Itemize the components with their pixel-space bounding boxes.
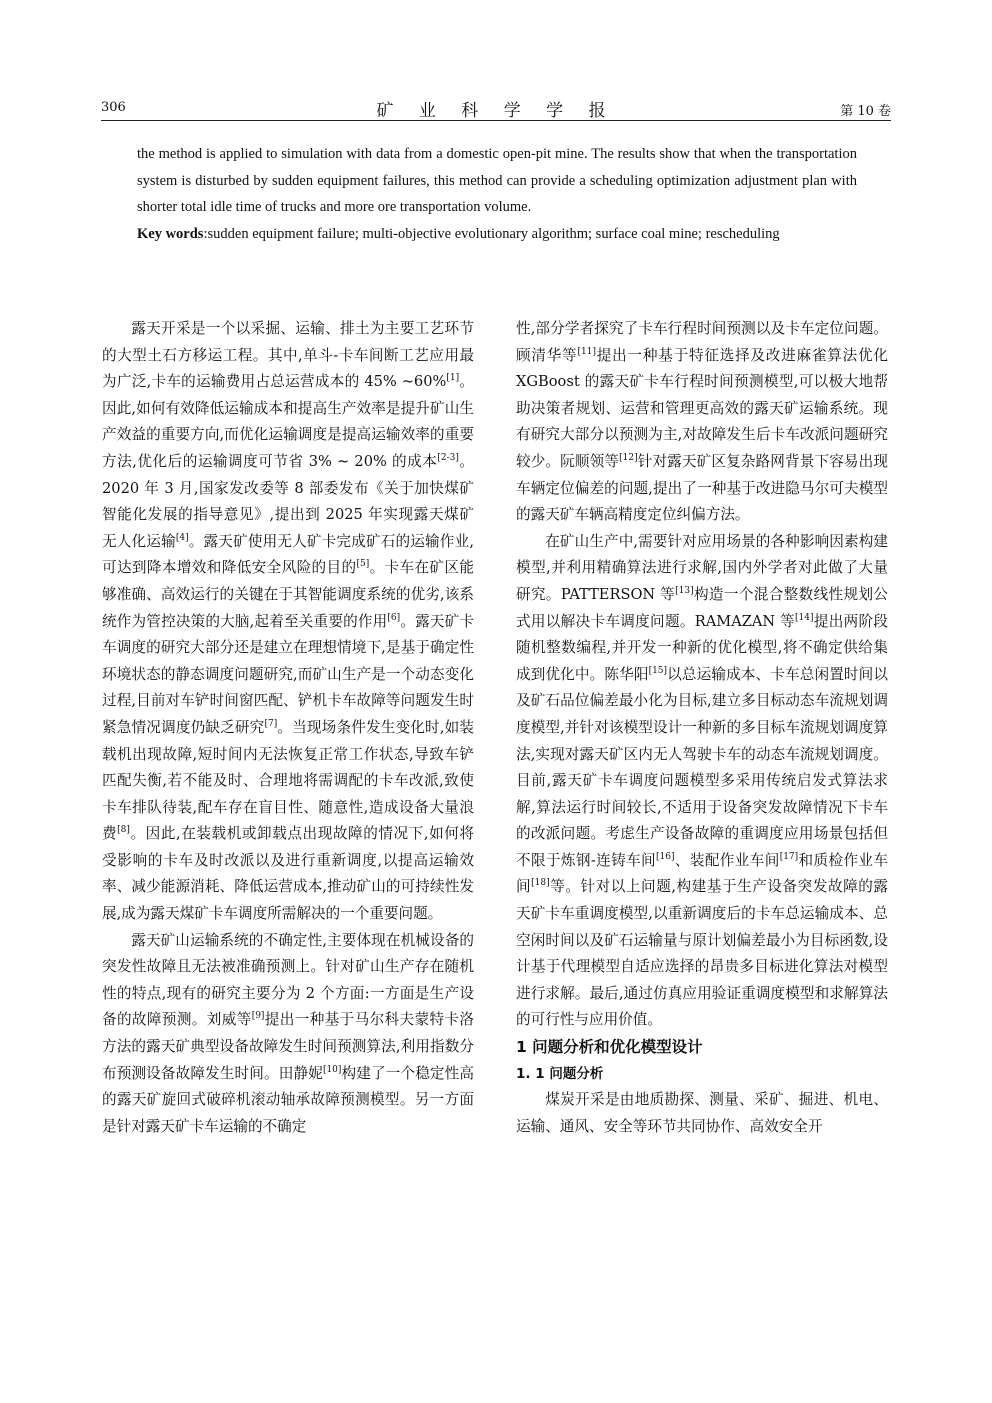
body-paragraph: 性,部分学者探究了卡车行程时间预测以及卡车定位问题。顾清华等[11]提出一种基于特征选择及改进麻雀算法优化 XGBoost 的露天矿卡车行程时间预测模型,可以极大地帮助决策者规划、运营和管理更高效的露天矿运输系统。现有研究大部分以预测为主,对故障发生后卡车改派问题研究较少。阮顺领等[12]针对露天矿区复杂路网背景下容易出现车辆定位偏差的问题,提出了一种基于改进隐马尔可夫模型的露天矿车辆高精度定位纠偏方法。 (516, 320, 888, 524)
keywords-label: Key words (137, 225, 204, 242)
page-header (101, 96, 891, 121)
section-heading: 1 问题分析和优化模型设计 (516, 1038, 703, 1057)
body-paragraph: 露天矿山运输系统的不确定性,主要体现在机械设备的突发性故障且无法被准确预测上。针对矿山生产存在随机性的特点,现有的研究主要分为 2 个方面:一方面是生产设备的故障预测。刘威等[9]提出一种基于马尔科夫蒙特卡洛方法的露天矿典型设备故障发生时间预测算法,利用指数分布预测设备故障发生时间。田静妮[10]构建了一个稳定性高的露天矿旋回式破碎机滚动轴承故障预测模型。另一方面是针对露天矿卡车运输的不确定 (102, 931, 474, 1135)
keywords (137, 221, 857, 248)
subsection-heading: 1. 1 问题分析 (516, 1065, 604, 1082)
citation: [5] (356, 559, 370, 570)
citation: [9] (251, 1011, 265, 1022)
citation: [1] (446, 373, 460, 384)
citation: [7] (264, 719, 278, 730)
citation: [14] (795, 612, 814, 623)
citation: [11] (577, 346, 596, 357)
body-paragraph: 在矿山生产中,需要针对应用场景的各种影响因素构建模型,并利用精确算法进行求解,国内外学者对此做了大量研究。PATTERSON 等[13]构造一个混合整数线性规划公式用以解决卡车调度问题。RAMAZAN 等[14]提出两阶段随机整数编程,并开发一种新的优化模型,将不确定供给集成到优化中。陈华阳[15]以总运输成本、卡车总闲置时间以及矿石品位偏差最小化为目标,建立多目标动态车流规划调度模型,并针对该模型设计一种新的多目标车流规划调度算法,实现对露天矿区内无人驾驶卡车的动态车流规划调度。目前,露天矿卡车调度问题模型多采用传统启发式算法求解,算法运行时间较长,不适用于设备突发故障情况下卡车的改派问题。考虑生产设备故障的重调度应用场景包括但不限于炼钢-连铸车间[16]、装配作业车间[17]和质检作业车间[18]等。针对以上问题,构建基于生产设备突发故障的露天矿卡车重调度模型,以重新调度后的卡车总运输成本、总空闲时间以及矿石运输量与原计划偏差最小为目标函数,设计基于代理模型自适应选择的昂贵多目标进化算法对模型进行求解。最后,通过仿真应用验证重调度模型和求解算法的可行性与应用价值。 (516, 532, 888, 1029)
body-paragraph: 煤炭开采是由地质勘探、测量、采矿、掘进、机电、运输、通风、安全等环节共同协作、高效安全开 (516, 1091, 888, 1135)
journal-title: 矿 业 科 学 学 报 (376, 101, 616, 121)
citation: [6] (387, 612, 401, 623)
citation: [10] (322, 1064, 342, 1075)
citation: [15] (648, 665, 668, 676)
citation: [2-3] (437, 453, 459, 464)
citation: [18] (531, 878, 550, 889)
volume-label: 第 10 卷 (840, 104, 891, 119)
citation: [17] (779, 852, 799, 863)
left-column (102, 316, 474, 1140)
body-paragraph: 露天开采是一个以采掘、运输、排土为主要工艺环节的大型土石方移运工程。其中,单斗-卡车间断工艺应用最为广泛,卡车的运输费用占总运营成本的 45% ~60%[1]。因此,如何有效降低运输成本和提高生产效率是提升矿山生产效益的重要方向,而优化运输调度是提高运输效率的重要方法,优化后的运输调度可节省 3% ~ 20% 的成本[2-3]。2020 年 3 月,国家发改委等 8 部委发布《关于加快煤矿智能化发展的指导意见》,提出到 2025 年实现露天煤矿无人化运输[4]。露天矿使用无人矿卡完成矿石的运输作业,可达到降本增效和降低安全风险的目的[5]。卡车在矿区能够准确、高效运行的关键在于其智能调度系统的优劣,该系统作为管控决策的大脑,起着至关重要的作用[6]。露天矿卡车调度的研究大部分还是建立在理想情境下,是基于确定性环境状态的静态调度问题研究,而矿山生产是一个动态变化过程,目前对车铲时间窗匹配、铲机卡车故障等问题发生时紧急情况调度仍缺乏研究[7]。当现场条件发生变化时,如装载机出现故障,短时间内无法恢复正常工作状态,导致车铲匹配失衡,若不能及时、合理地将需调配的卡车改派,致使卡车排队待装,配车存在盲目性、随意性,造成设备大量浪费[8]。因此,在装载机或卸载点出现故障的情况下,如何将受影响的卡车及时改派以及进行重新调度,以提高运输效率、减少能源消耗、降低运营成本,推动矿山的可持续性发展,成为露天煤矿卡车调度所需解决的一个重要问题。 (102, 320, 474, 923)
citation: [13] (675, 586, 694, 597)
citation: [8] (117, 825, 130, 836)
citation: [4] (175, 532, 189, 543)
page-number: 306 (101, 100, 126, 115)
keywords-text: :sudden equipment failure; multi-objective evolutionary algorithm; surface coal mine; rescheduling (203, 225, 780, 242)
abstract-text: the method is applied to simulation with data from a domestic open-pit mine. The results show that when the transportation system is disturbed by sudden equipment failures, this method can provide a scheduling optimization adjustment plan with shorter total idle time of trucks and more ore transportation volume. (137, 146, 857, 215)
right-column (516, 316, 888, 1140)
citation: [16] (656, 852, 675, 863)
citation: [12] (619, 453, 638, 464)
english-abstract (137, 141, 857, 247)
